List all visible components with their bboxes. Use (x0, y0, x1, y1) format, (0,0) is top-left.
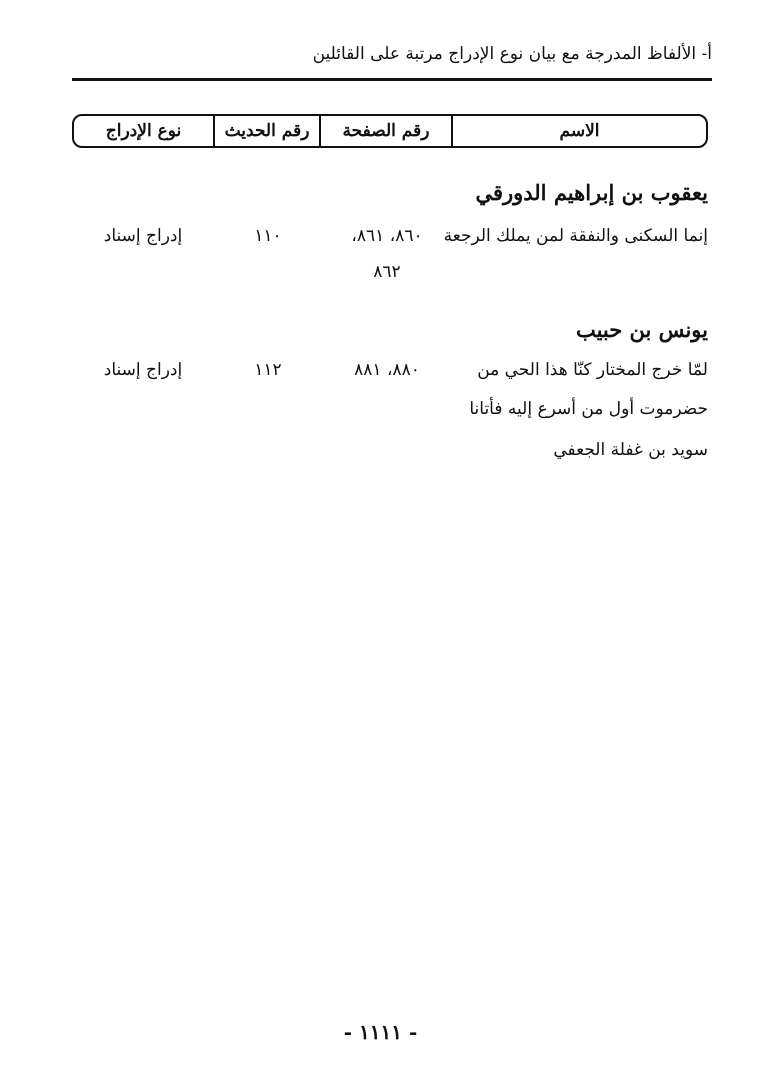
entry-text: إنما السكنى والنفقة لمن يملك الرجعة (443, 226, 708, 246)
column-header-name: الاسم (451, 116, 706, 146)
column-header-type: نوع الإدراج (105, 121, 182, 141)
entry-hadith-number: ١١٠ (254, 226, 282, 246)
column-header-hadith: رقم الحديث (213, 116, 319, 146)
entry-insertion-type: إدراج إسناد (103, 226, 183, 246)
entry-line (72, 440, 708, 474)
running-head: أ- الألفاظ المدرجة مع بيان نوع الإدراج مرتبة على القائلين (312, 44, 712, 64)
entry-line (72, 262, 708, 296)
entry-text: لمّا خرج المختار كنّا هذا الحي من (477, 360, 708, 380)
entry-line (72, 226, 708, 260)
entry-line (72, 399, 708, 433)
entry-page-numbers: ٨٦٠، ٨٦١، (351, 226, 423, 246)
narrator-name: يعقوب بن إبراهيم الدورقي (475, 180, 708, 205)
header-rule (72, 78, 712, 81)
column-header-page: رقم الصفحة (319, 116, 451, 146)
entry-text: حضرموت أول من أسرع إليه فأتانا (469, 399, 708, 419)
entry-insertion-type: إدراج إسناد (103, 360, 183, 380)
entry-page-numbers: ٨٨٠، ٨٨١ (354, 360, 420, 380)
column-header-box (72, 114, 708, 148)
entry-page-numbers: ٨٦٢ (373, 262, 401, 282)
narrator-name: يونس بن حبيب (575, 317, 708, 342)
entry-line (72, 360, 708, 394)
page-number: - ١١١١ - (343, 1020, 418, 1044)
entry-hadith-number: ١١٢ (254, 360, 282, 380)
entry-text: سويد بن غفلة الجعفي (553, 440, 708, 460)
